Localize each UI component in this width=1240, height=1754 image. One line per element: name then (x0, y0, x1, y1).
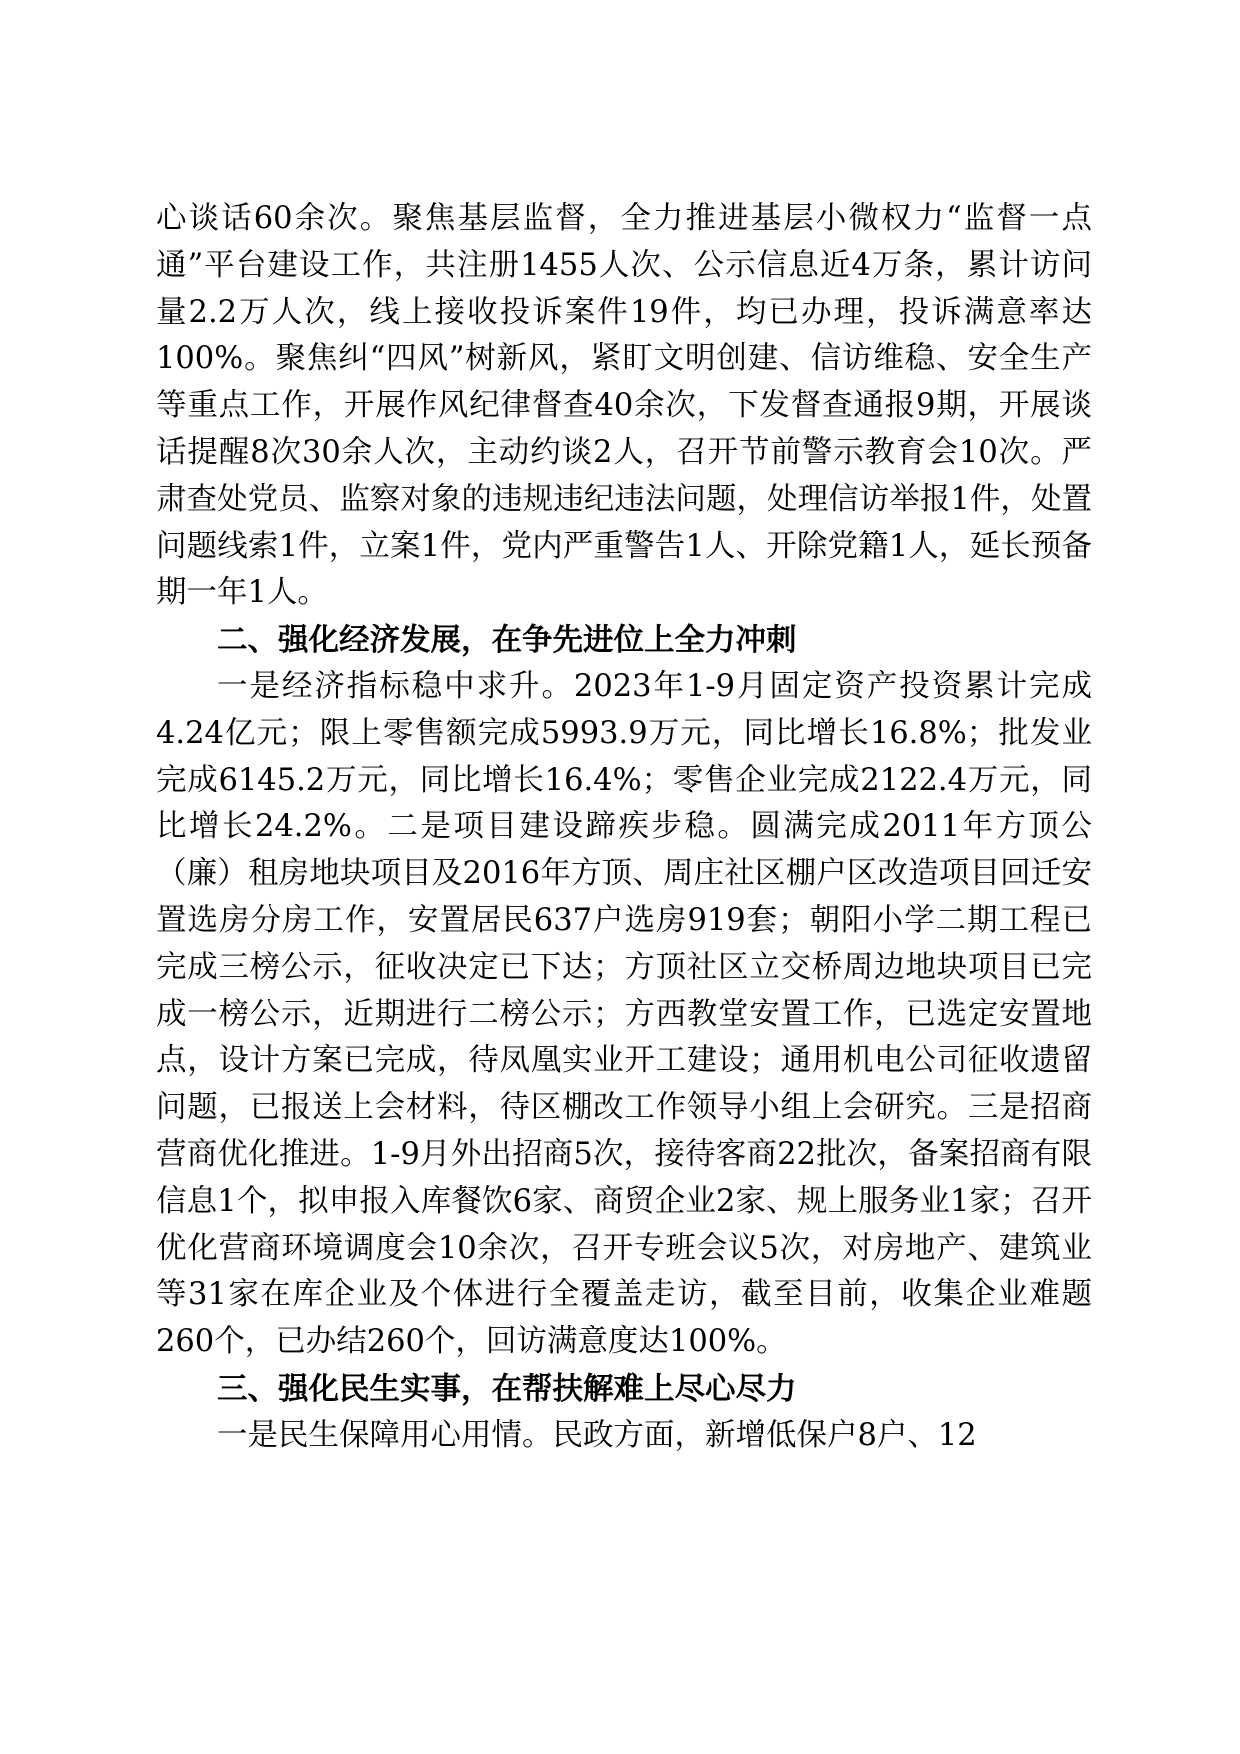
section-heading-2: 二、强化经济发展，在争先进位上全力冲刺 (217, 622, 797, 659)
section-heading-3: 三、强化民生实事，在帮扶解难上尽心尽力 (217, 1370, 797, 1407)
body-paragraph-1: 心谈话60余次。聚焦基层监督，全力推进基层小微权力“监督一点通”平台建设工作，共注册1455人次、公示信息近4万条，累计访问量2.2万人次，线上接收投诉案件19件，均已办理，投诉满意率达100%。聚焦纠“四风”树新风，紧盯文明创建、信访维稳、安全生产等重点工作，开展作风纪律督查40余次，下发督查通报9期，开展谈话提醒8次30余人次，主动约谈2人，召开节前警示教育会10次。严肃查处党员、监察对象的违规违纪违法问题，处理信访举报1件，处置问题线索1件，立案1件，党内严重警告1人、开除党籍1人，延长预备期一年1人。 (156, 201, 1092, 611)
body-paragraph-2: 一是经济指标稳中求升。2023年1-9月固定资产投资累计完成4.24亿元；限上零售额完成5993.9万元，同比增长16.8%；批发业完成6145.2万元，同比增长16.4%；零售企业完成2122.4万元，同比增长24.2%。二是项目建设蹄疾步稳。圆满完成2011年方顶公（廉）租房地块项目及2016年方顶、周庄社区棚户区改造项目回迁安置选房分房工作，安置居民637户选房919套；朝阳小学二期工程已完成三榜公示，征收决定已下达；方顶社区立交桥周边地块项目已完成一榜公示，近期进行二榜公示；方西教堂安置工作，已选定安置地点，设计方案已完成，待凤凰实业开工建设；通用机电公司征收遗留问题，已报送上会材料，待区棚改工作领导小组上会研究。三是招商营商优化推进。1-9月外出招商5次，接待客商22批次，备案招商有限信息1个，拟申报入库餐饮6家、商贸企业2家、规上服务业1家；召开优化营商环境调度会10余次，召开专班会议5次，对房地产、建筑业等31家在库企业及个体进行全覆盖走访，截至目前，收集企业难题260个，已办结260个，回访满意度达100%。 (156, 668, 1092, 1360)
document-body (156, 196, 1092, 1460)
body-paragraph-3: 一是民生保障用心用情。民政方面，新增低保户8户、12 (217, 1417, 977, 1453)
